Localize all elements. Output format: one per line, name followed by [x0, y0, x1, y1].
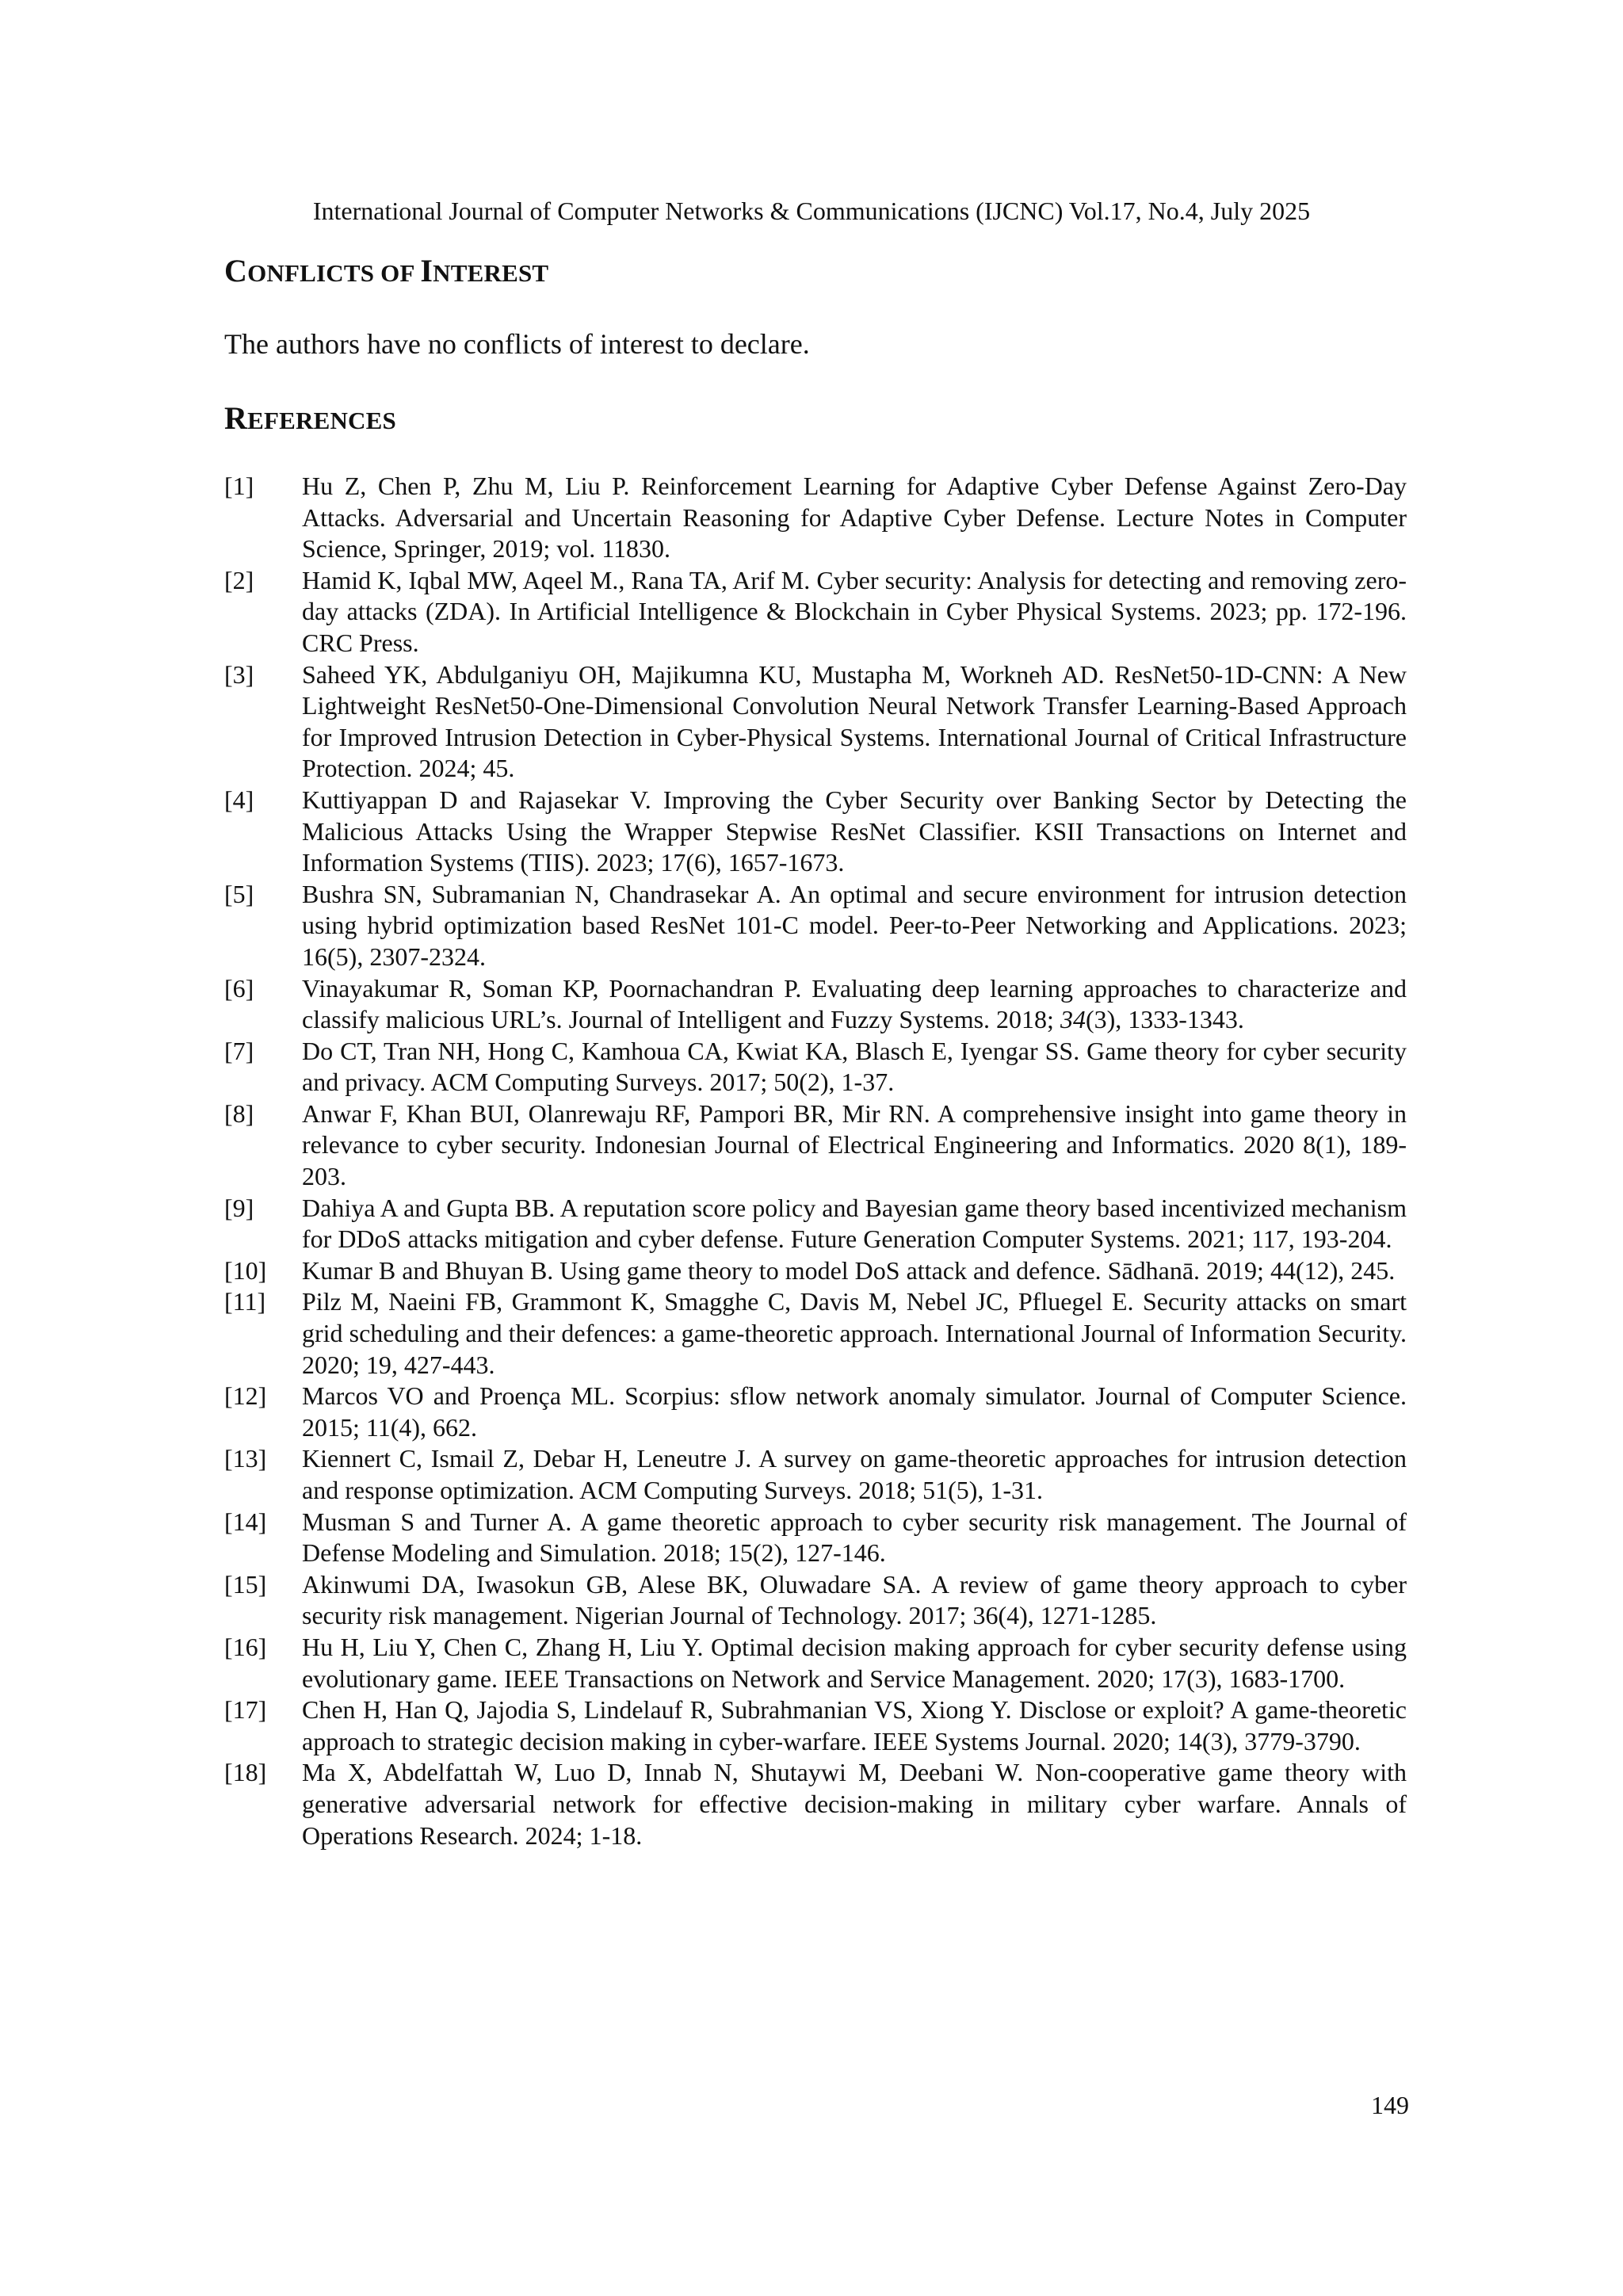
reference-item	[224, 1632, 1407, 1694]
reference-text: Kumar B and Bhuyan B. Using game theory to model DoS attack and defence. Sādhanā. 2019; 44(12), 245.	[302, 1255, 1396, 1285]
reference-number: [3]	[224, 659, 254, 689]
reference-item	[224, 1255, 1407, 1287]
reference-text-end: (3), 1333-1343.	[1085, 1005, 1244, 1034]
reference-text: Kuttiyappan D and Rajasekar V. Improving the Cyber Security over Banking Sector by Detecting the Malicious Attacks Using the Wrapper Stepwise ResNet Classifier. KSII Transactions on Internet and Information Systems (TIIS). 2023; 17(6), 1657-1673.	[302, 785, 1407, 877]
reference-number: [13]	[224, 1444, 267, 1473]
reference-text: Dahiya A and Gupta BB. A reputation score policy and Bayesian game theory based incentivized mechanism for DDoS attacks mitigation and cyber defense. Future Generation Computer Systems. 2021; 117, 193-204.	[302, 1193, 1407, 1254]
reference-number: [16]	[224, 1632, 267, 1661]
reference-number: [18]	[224, 1758, 267, 1787]
volume-number: 34	[1060, 1005, 1086, 1034]
reference-number: [9]	[224, 1193, 254, 1222]
reference-text: Hu H, Liu Y, Chen C, Zhang H, Liu Y. Optimal decision making approach for cyber security defense using evolutionary game. IEEE Transactions on Network and Service Management. 2020; 17(3), 1683-1700.	[302, 1632, 1407, 1693]
reference-item	[224, 1036, 1407, 1098]
reference-item	[224, 1757, 1407, 1851]
reference-number: [6]	[224, 973, 254, 1003]
reference-item	[224, 973, 1407, 1036]
reference-item	[224, 1694, 1407, 1757]
page-number: 149	[1371, 2091, 1409, 2119]
reference-text: Kiennert C, Ismail Z, Debar H, Leneutre J. A survey on game-theoretic approaches for intrusion detection and response optimization. ACM Computing Surveys. 2018; 51(5), 1-31.	[302, 1444, 1407, 1504]
conflicts-statement: The authors have no conflicts of interest to declare.	[224, 328, 810, 360]
reference-text: Hu Z, Chen P, Zhu M, Liu P. Reinforcement Learning for Adaptive Cyber Defense Against Zero-Day Attacks. Adversarial and Uncertain Reasoning for Adaptive Cyber Defense. Lecture Notes in Computer Science, Springer, 2019; vol. 11830.	[302, 472, 1407, 563]
heading-initial: C	[224, 253, 248, 288]
reference-item	[224, 879, 1407, 973]
heading-small-caps: NTEREST	[433, 259, 549, 287]
reference-text: Vinayakumar R, Soman KP, Poornachandran P. Evaluating deep learning approaches to characterize and classify malicious URL’s. Journal of Intelligent and Fuzzy Systems. 2018;	[302, 973, 1407, 1034]
reference-item	[224, 1507, 1407, 1569]
reference-item	[224, 1381, 1407, 1443]
running-header: International Journal of Computer Networks & Communications (IJCNC) Vol.17, No.4, July 2025	[312, 197, 1311, 225]
reference-number: [10]	[224, 1255, 267, 1285]
reference-item	[224, 1443, 1407, 1506]
reference-text: Akinwumi DA, Iwasokun GB, Alese BK, Oluwadare SA. A review of game theory approach to cyber security risk management. Nigerian Journal of Technology. 2017; 36(4), 1271-1285.	[302, 1569, 1407, 1630]
reference-text: Ma X, Abdelfattah W, Luo D, Innab N, Shutaywi M, Deebani W. Non-cooperative game theory with generative adversarial network for effective decision-making in military cyber warfare. Annals of Operations Research. 2024; 1-18.	[302, 1758, 1407, 1850]
reference-item	[224, 1098, 1407, 1193]
reference-text: Hamid K, Iqbal MW, Aqeel M., Rana TA, Arif M. Cyber security: Analysis for detecting and removing zero-day attacks (ZDA). In Artificial Intelligence & Blockchain in Cyber Physical Systems. 2023; pp. 172-196. CRC Press.	[302, 565, 1407, 657]
reference-number: [5]	[224, 879, 254, 908]
reference-number: [17]	[224, 1695, 267, 1725]
reference-item	[224, 1286, 1407, 1381]
reference-text: Chen H, Han Q, Jajodia S, Lindelauf R, Subrahmanian VS, Xiong Y. Disclose or exploit? A game-theoretic approach to strategic decision making in cyber-warfare. IEEE Systems Journal. 2020; 14(3), 3779-3790.	[302, 1695, 1407, 1755]
reference-list	[224, 471, 1407, 1851]
reference-item	[224, 659, 1407, 785]
reference-number: [11]	[224, 1287, 266, 1316]
reference-number: [14]	[224, 1507, 267, 1536]
reference-number: [4]	[224, 785, 254, 814]
reference-text: Pilz M, Naeini FB, Grammont K, Smagghe C, Davis M, Nebel JC, Pfluegel E. Security attacks on smart grid scheduling and their defences: a game-theoretic approach. International Journal of Information Security. 2020; 19, 427-443.	[302, 1287, 1407, 1379]
reference-number: [12]	[224, 1381, 267, 1411]
reference-text: Do CT, Tran NH, Hong C, Kamhoua CA, Kwiat KA, Blasch E, Iyengar SS. Game theory for cyber security and privacy. ACM Computing Surveys. 2017; 50(2), 1-37.	[302, 1036, 1407, 1097]
reference-number: [1]	[224, 472, 254, 500]
heading-small-caps: ONFLICTS OF	[247, 259, 421, 287]
heading-initial: I	[420, 253, 433, 288]
reference-text: Musman S and Turner A. A game theoretic approach to cyber security risk management. The Journal of Defense Modeling and Simulation. 2018; 15(2), 127-146.	[302, 1507, 1407, 1568]
reference-item	[224, 565, 1407, 659]
reference-number: [8]	[224, 1098, 254, 1128]
reference-item	[224, 785, 1407, 879]
heading-small-caps: EFERENCES	[247, 407, 396, 434]
reference-text: Bushra SN, Subramanian N, Chandrasekar A. An optimal and secure environment for intrusion detection using hybrid optimization based ResNet 101-C model. Peer-to-Peer Networking and Applications. 2023; 16(5), 2307-2324.	[302, 879, 1407, 971]
conflicts-of-interest-heading	[224, 252, 548, 292]
reference-number: [7]	[224, 1036, 254, 1065]
reference-text: Marcos VO and Proença ML. Scorpius: sflow network anomaly simulator. Journal of Computer Science. 2015; 11(4), 662.	[302, 1381, 1407, 1442]
heading-initial: R	[224, 400, 248, 436]
reference-number: [2]	[224, 565, 254, 594]
reference-text: Saheed YK, Abdulganiyu OH, Majikumna KU, Mustapha M, Workneh AD. ResNet50-1D-CNN: A New Lightweight ResNet50-One-Dimensional Convolution Neural Network Transfer Learning-Based Approach for Improved Intrusion Detection in Cyber-Physical Systems. International Journal of Critical Infrastructure Protection. 2024; 45.	[302, 659, 1407, 783]
references-heading	[224, 399, 396, 440]
reference-text: Anwar F, Khan BUI, Olanrewaju RF, Pampori BR, Mir RN. A comprehensive insight into game theory in relevance to cyber security. Indonesian Journal of Electrical Engineering and Informatics. 2020 8(1), 189-203.	[302, 1098, 1407, 1191]
reference-item	[224, 1193, 1407, 1255]
reference-number: [15]	[224, 1569, 267, 1599]
reference-item	[224, 471, 1407, 565]
reference-item	[224, 1569, 1407, 1632]
